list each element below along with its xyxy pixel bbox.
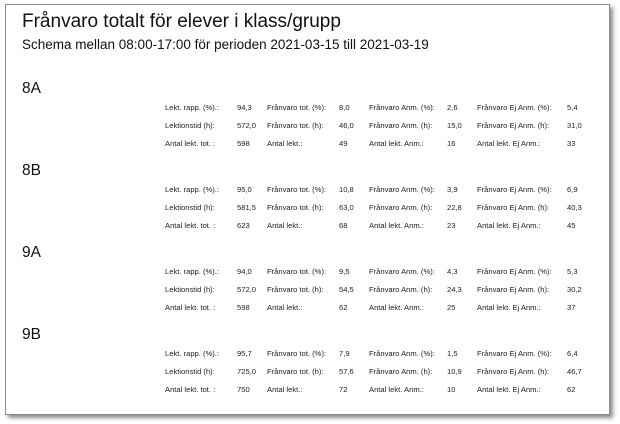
stat-value: 6,4	[567, 349, 578, 358]
stat-label: Antal lekt. Anm.:	[369, 385, 424, 394]
stat-value: 5,4	[567, 103, 578, 112]
stat-value: 22,8	[447, 203, 462, 212]
stat-value: 10,9	[447, 367, 462, 376]
stat-label: Frånvaro tot. (h):	[267, 285, 324, 294]
stat-value: 25	[447, 303, 456, 312]
stat-label: Antal lekt. Anm.:	[369, 139, 424, 148]
report-subtitle: Schema mellan 08:00-17:00 för perioden 2021-03-15 till 2021-03-19	[22, 37, 429, 52]
stat-label: Antal lekt. Ej Anm.:	[477, 303, 541, 312]
stat-value: 30,2	[567, 285, 582, 294]
group-8b	[6, 162, 609, 244]
stat-label: Antal lekt.:	[267, 221, 303, 230]
stat-label: Frånvaro Anm. (%):	[369, 349, 435, 358]
stat-value: 4,3	[447, 267, 458, 276]
group-name: 8B	[22, 162, 41, 179]
stat-value: 57,6	[339, 367, 354, 376]
stat-value: 95,7	[237, 349, 252, 358]
stat-value: 9,5	[339, 267, 350, 276]
stat-label: Antal lekt. Ej Anm.:	[477, 139, 541, 148]
stat-label: Frånvaro Anm. (%):	[369, 267, 435, 276]
stat-value: 63,0	[339, 203, 354, 212]
stat-label: Lektionstid (h):	[165, 203, 215, 212]
stat-value: 95,0	[237, 185, 252, 194]
stat-value: 2,6	[447, 103, 458, 112]
stat-value: 3,9	[447, 185, 458, 194]
stat-value: 10	[447, 385, 456, 394]
stat-value: 10,8	[339, 185, 354, 194]
stat-label: Antal lekt. Anm.:	[369, 303, 424, 312]
stat-value: 23	[447, 221, 456, 230]
stat-label: Antal lekt.:	[267, 385, 303, 394]
group-9a	[6, 244, 609, 326]
stat-value: 94,0	[237, 267, 252, 276]
stat-value: 24,3	[447, 285, 462, 294]
stat-value: 54,5	[339, 285, 354, 294]
report-title: Frånvaro totalt för elever i klass/grupp	[22, 11, 341, 32]
stat-label: Frånvaro tot. (%):	[267, 103, 327, 112]
stat-label: Lekt. rapp. (%).:	[165, 267, 220, 276]
stat-label: Antal lekt. tot. :	[165, 139, 216, 148]
stat-value: 8,0	[339, 103, 350, 112]
stat-label: Lektionstid (h):	[165, 285, 215, 294]
stat-value: 94,3	[237, 103, 252, 112]
stat-label: Frånvaro Anm. (h):	[369, 203, 433, 212]
stat-label: Lekt. rapp. (%).:	[165, 185, 220, 194]
stat-label: Frånvaro Anm. (h):	[369, 285, 433, 294]
stat-label: Frånvaro Anm. (%):	[369, 103, 435, 112]
stat-value: 623	[237, 221, 250, 230]
stat-label: Antal lekt.:	[267, 303, 303, 312]
stat-label: Frånvaro Ej Anm. (h):	[477, 367, 550, 376]
stat-value: 68	[339, 221, 348, 230]
stat-label: Lekt. rapp. (%).:	[165, 103, 220, 112]
stat-label: Antal lekt. tot. :	[165, 385, 216, 394]
stat-value: 31,0	[567, 121, 582, 130]
stat-value: 750	[237, 385, 250, 394]
stat-value: 581,5	[237, 203, 257, 212]
stat-value: 62	[567, 385, 576, 394]
stat-label: Frånvaro tot. (%):	[267, 185, 327, 194]
stat-label: Frånvaro Anm. (h):	[369, 367, 433, 376]
stat-value: 598	[237, 303, 250, 312]
stat-label: Frånvaro tot. (h):	[267, 121, 324, 130]
stat-label: Frånvaro tot. (%):	[267, 349, 327, 358]
stat-label: Antal lekt. tot. :	[165, 303, 216, 312]
stat-label: Frånvaro tot. (%):	[267, 267, 327, 276]
stat-label: Lektionstid (h):	[165, 367, 215, 376]
stat-label: Frånvaro Ej Anm. (%):	[477, 185, 552, 194]
stat-label: Lektionstid (h):	[165, 121, 215, 130]
stat-value: 72	[339, 385, 348, 394]
stat-label: Lekt. rapp. (%).:	[165, 349, 220, 358]
stat-value: 33	[567, 139, 576, 148]
stat-value: 725,0	[237, 367, 257, 376]
stat-label: Frånvaro Ej Anm. (h):	[477, 203, 550, 212]
stat-label: Antal lekt. Anm.:	[369, 221, 424, 230]
stat-value: 15,0	[447, 121, 462, 130]
stat-value: 40,3	[567, 203, 582, 212]
stat-value: 45	[567, 221, 576, 230]
stat-value: 37	[567, 303, 576, 312]
stat-label: Frånvaro Ej Anm. (%):	[477, 349, 552, 358]
stat-value: 5,3	[567, 267, 578, 276]
stat-value: 49	[339, 139, 348, 148]
stat-value: 572,0	[237, 121, 257, 130]
stat-label: Antal lekt. tot. :	[165, 221, 216, 230]
stat-label: Antal lekt. Ej Anm.:	[477, 385, 541, 394]
stat-value: 1,5	[447, 349, 458, 358]
stat-value: 572,0	[237, 285, 257, 294]
stat-value: 598	[237, 139, 250, 148]
stat-label: Frånvaro Ej Anm. (h):	[477, 285, 550, 294]
stat-label: Frånvaro Anm. (h):	[369, 121, 433, 130]
stat-value: 46,0	[339, 121, 354, 130]
stat-label: Frånvaro Anm. (%):	[369, 185, 435, 194]
report-page	[5, 4, 610, 415]
stat-label: Frånvaro Ej Anm. (%):	[477, 267, 552, 276]
stat-label: Frånvaro Ej Anm. (h):	[477, 121, 550, 130]
stat-label: Frånvaro Ej Anm. (%):	[477, 103, 552, 112]
stat-label: Frånvaro tot. (h):	[267, 203, 324, 212]
stat-label: Antal lekt. Ej Anm.:	[477, 221, 541, 230]
stat-value: 6,9	[567, 185, 578, 194]
stat-label: Frånvaro tot. (h):	[267, 367, 324, 376]
stat-value: 7,9	[339, 349, 350, 358]
group-name: 9B	[22, 326, 41, 343]
stat-value: 46,7	[567, 367, 582, 376]
stat-value: 62	[339, 303, 348, 312]
group-9b	[6, 326, 609, 408]
stat-value: 16	[447, 139, 456, 148]
stat-label: Antal lekt.:	[267, 139, 303, 148]
group-name: 8A	[22, 80, 41, 97]
group-8a	[6, 80, 609, 162]
group-name: 9A	[22, 244, 41, 261]
